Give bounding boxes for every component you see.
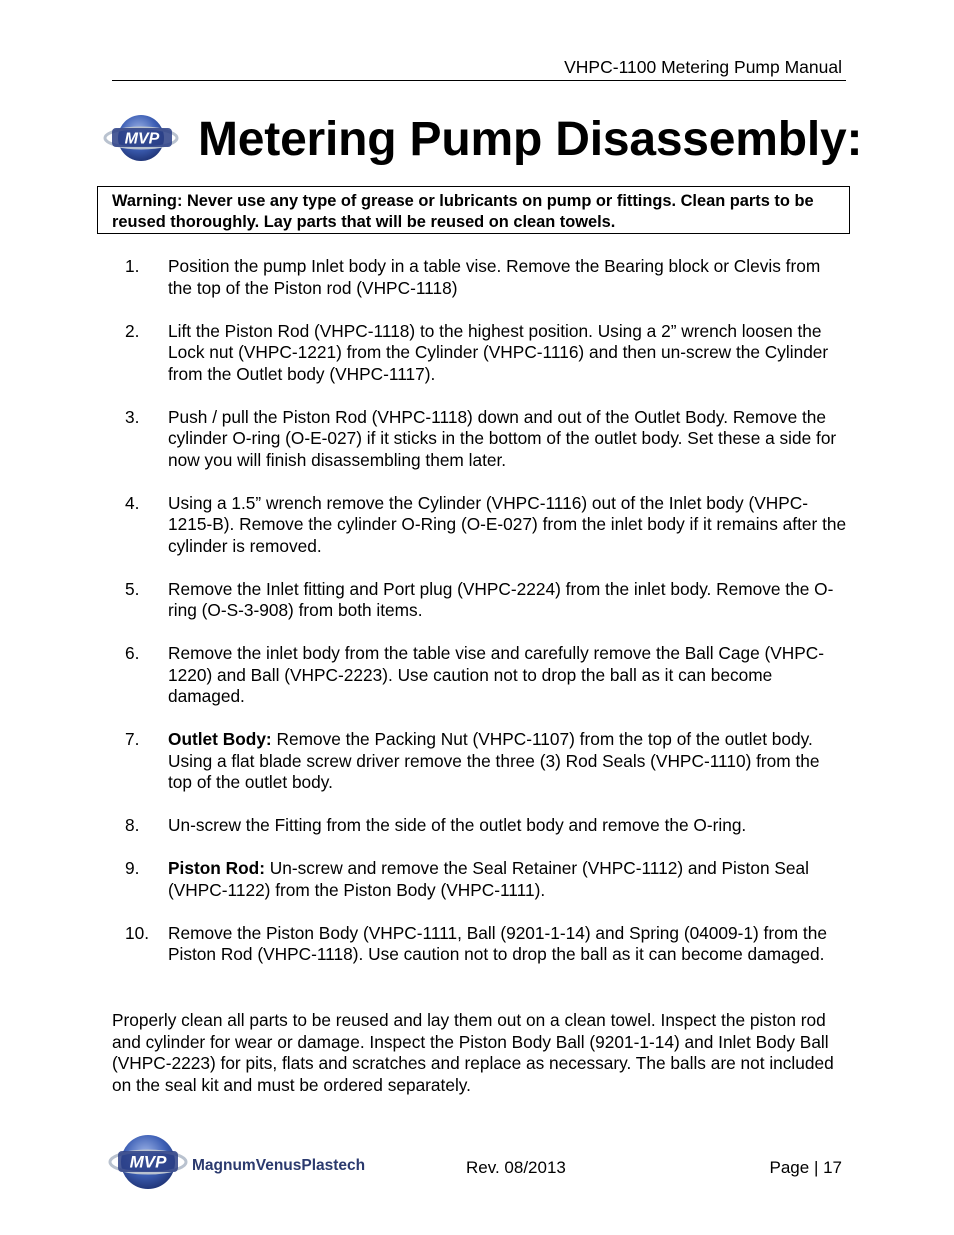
footer-logo-text: MVP (129, 1152, 167, 1172)
page-number: Page | 17 (769, 1158, 842, 1177)
step-number: 5. (125, 578, 140, 599)
warning-box: Warning: Never use any type of grease or lubricants on pump or fittings. Clean parts to be reused thoroughly. Lay parts that will be reused on clean towels. (97, 186, 850, 234)
step-item (112, 729, 847, 794)
company-name: MagnumVenusPlastech (192, 1157, 366, 1174)
step-item (112, 256, 847, 299)
step-number: 8. (125, 815, 140, 835)
step-number: 1. (125, 256, 140, 276)
page-title: Metering Pump Disassembly: (198, 113, 863, 166)
step-item (112, 643, 847, 708)
step-text: Remove the inlet body from the table vise and carefully remove the Ball Cage (VHPC-1220) and Ball (VHPC-2223). Use caution not to drop the ball as it can become damaged. (168, 643, 825, 706)
step-text: Remove the Packing Nut (VHPC-1107) from the top of the outlet body. Using a flat blade screw driver remove the three (3) Rod Seals (VHPC-1110) from the top of the outlet body. (168, 729, 820, 792)
step-item (112, 858, 847, 901)
logo-text: MVP (124, 130, 160, 148)
manual-title: VHPC-1100 Metering Pump Manual (564, 57, 842, 77)
step-number: 2. (125, 320, 140, 341)
company-logo (108, 1132, 398, 1192)
step-number: 3. (125, 406, 140, 427)
step-text: Un-screw the Fitting from the side of the outlet body and remove the O-ring. (168, 815, 747, 835)
revision-date: Rev. 08/2013 (466, 1158, 566, 1177)
header-rule (112, 80, 846, 81)
step-number: 7. (125, 729, 140, 749)
closing-paragraph: Properly clean all parts to be reused and lay them out on a clean towel. Inspect the piston rod and cylinder for wear or damage. Inspect the Piston Body Ball (9201-1-14) and Inlet Body Ball (VHPC-2223) for pits, flats and scratches and replace as necessary. The balls are not included on the seal kit and must be ordered separately. (112, 1010, 834, 1095)
step-text: Remove the Piston Body (VHPC-1111, Ball (9201-1-14) and Spring (04009-1) from the Piston Rod (VHPC-1118). Use caution not to drop the ball as it can become damaged. (168, 922, 827, 964)
step-number: 9. (125, 858, 140, 878)
step-item (112, 407, 847, 472)
mvp-logo (103, 113, 183, 163)
step-lead: Outlet Body: (168, 729, 272, 749)
step-item (112, 923, 847, 966)
step-item (112, 815, 847, 837)
step-item (112, 579, 847, 622)
steps-list (112, 256, 847, 966)
step-item (112, 493, 847, 558)
step-text: Position the pump Inlet body in a table vise. Remove the Bearing block or Clevis from the top of the Piston rod (VHPC-1118) (168, 256, 821, 298)
step-text: Lift the Piston Rod (VHPC-1118) to the highest position. Using a 2” wrench loosen the Lock nut (VHPC-1221) from the Cylinder (VHPC-1116) and then un-screw the Cylinder from the Outlet body (VHPC-1117). (168, 320, 829, 384)
step-item (112, 321, 847, 386)
step-text: Remove the Inlet fitting and Port plug (VHPC-2224) from the inlet body. Remove the O-ring (O-S-3-908) from both items. (168, 578, 834, 620)
step-text: Using a 1.5” wrench remove the Cylinder (VHPC-1116) out of the Inlet body (VHPC-1215-B). Remove the cylinder O-Ring (O-E-027) from the inlet body if it remains after the cylinder is removed. (168, 492, 847, 556)
step-number: 4. (125, 492, 140, 513)
step-text: Un-screw and remove the Seal Retainer (VHPC-1112) and Piston Seal (VHPC-1122) from the Piston Body (VHPC-1111). (168, 858, 809, 900)
step-number: 10. (125, 922, 150, 943)
step-lead: Piston Rod: (168, 858, 265, 878)
step-text: Push / pull the Piston Rod (VHPC-1118) down and out of the Outlet Body. Remove the cylinder O-ring (O-E-027) if it sticks in the bottom of the outlet body. Set these a side for now you will finish disassembling them later. (168, 406, 837, 470)
step-number: 6. (125, 643, 140, 663)
